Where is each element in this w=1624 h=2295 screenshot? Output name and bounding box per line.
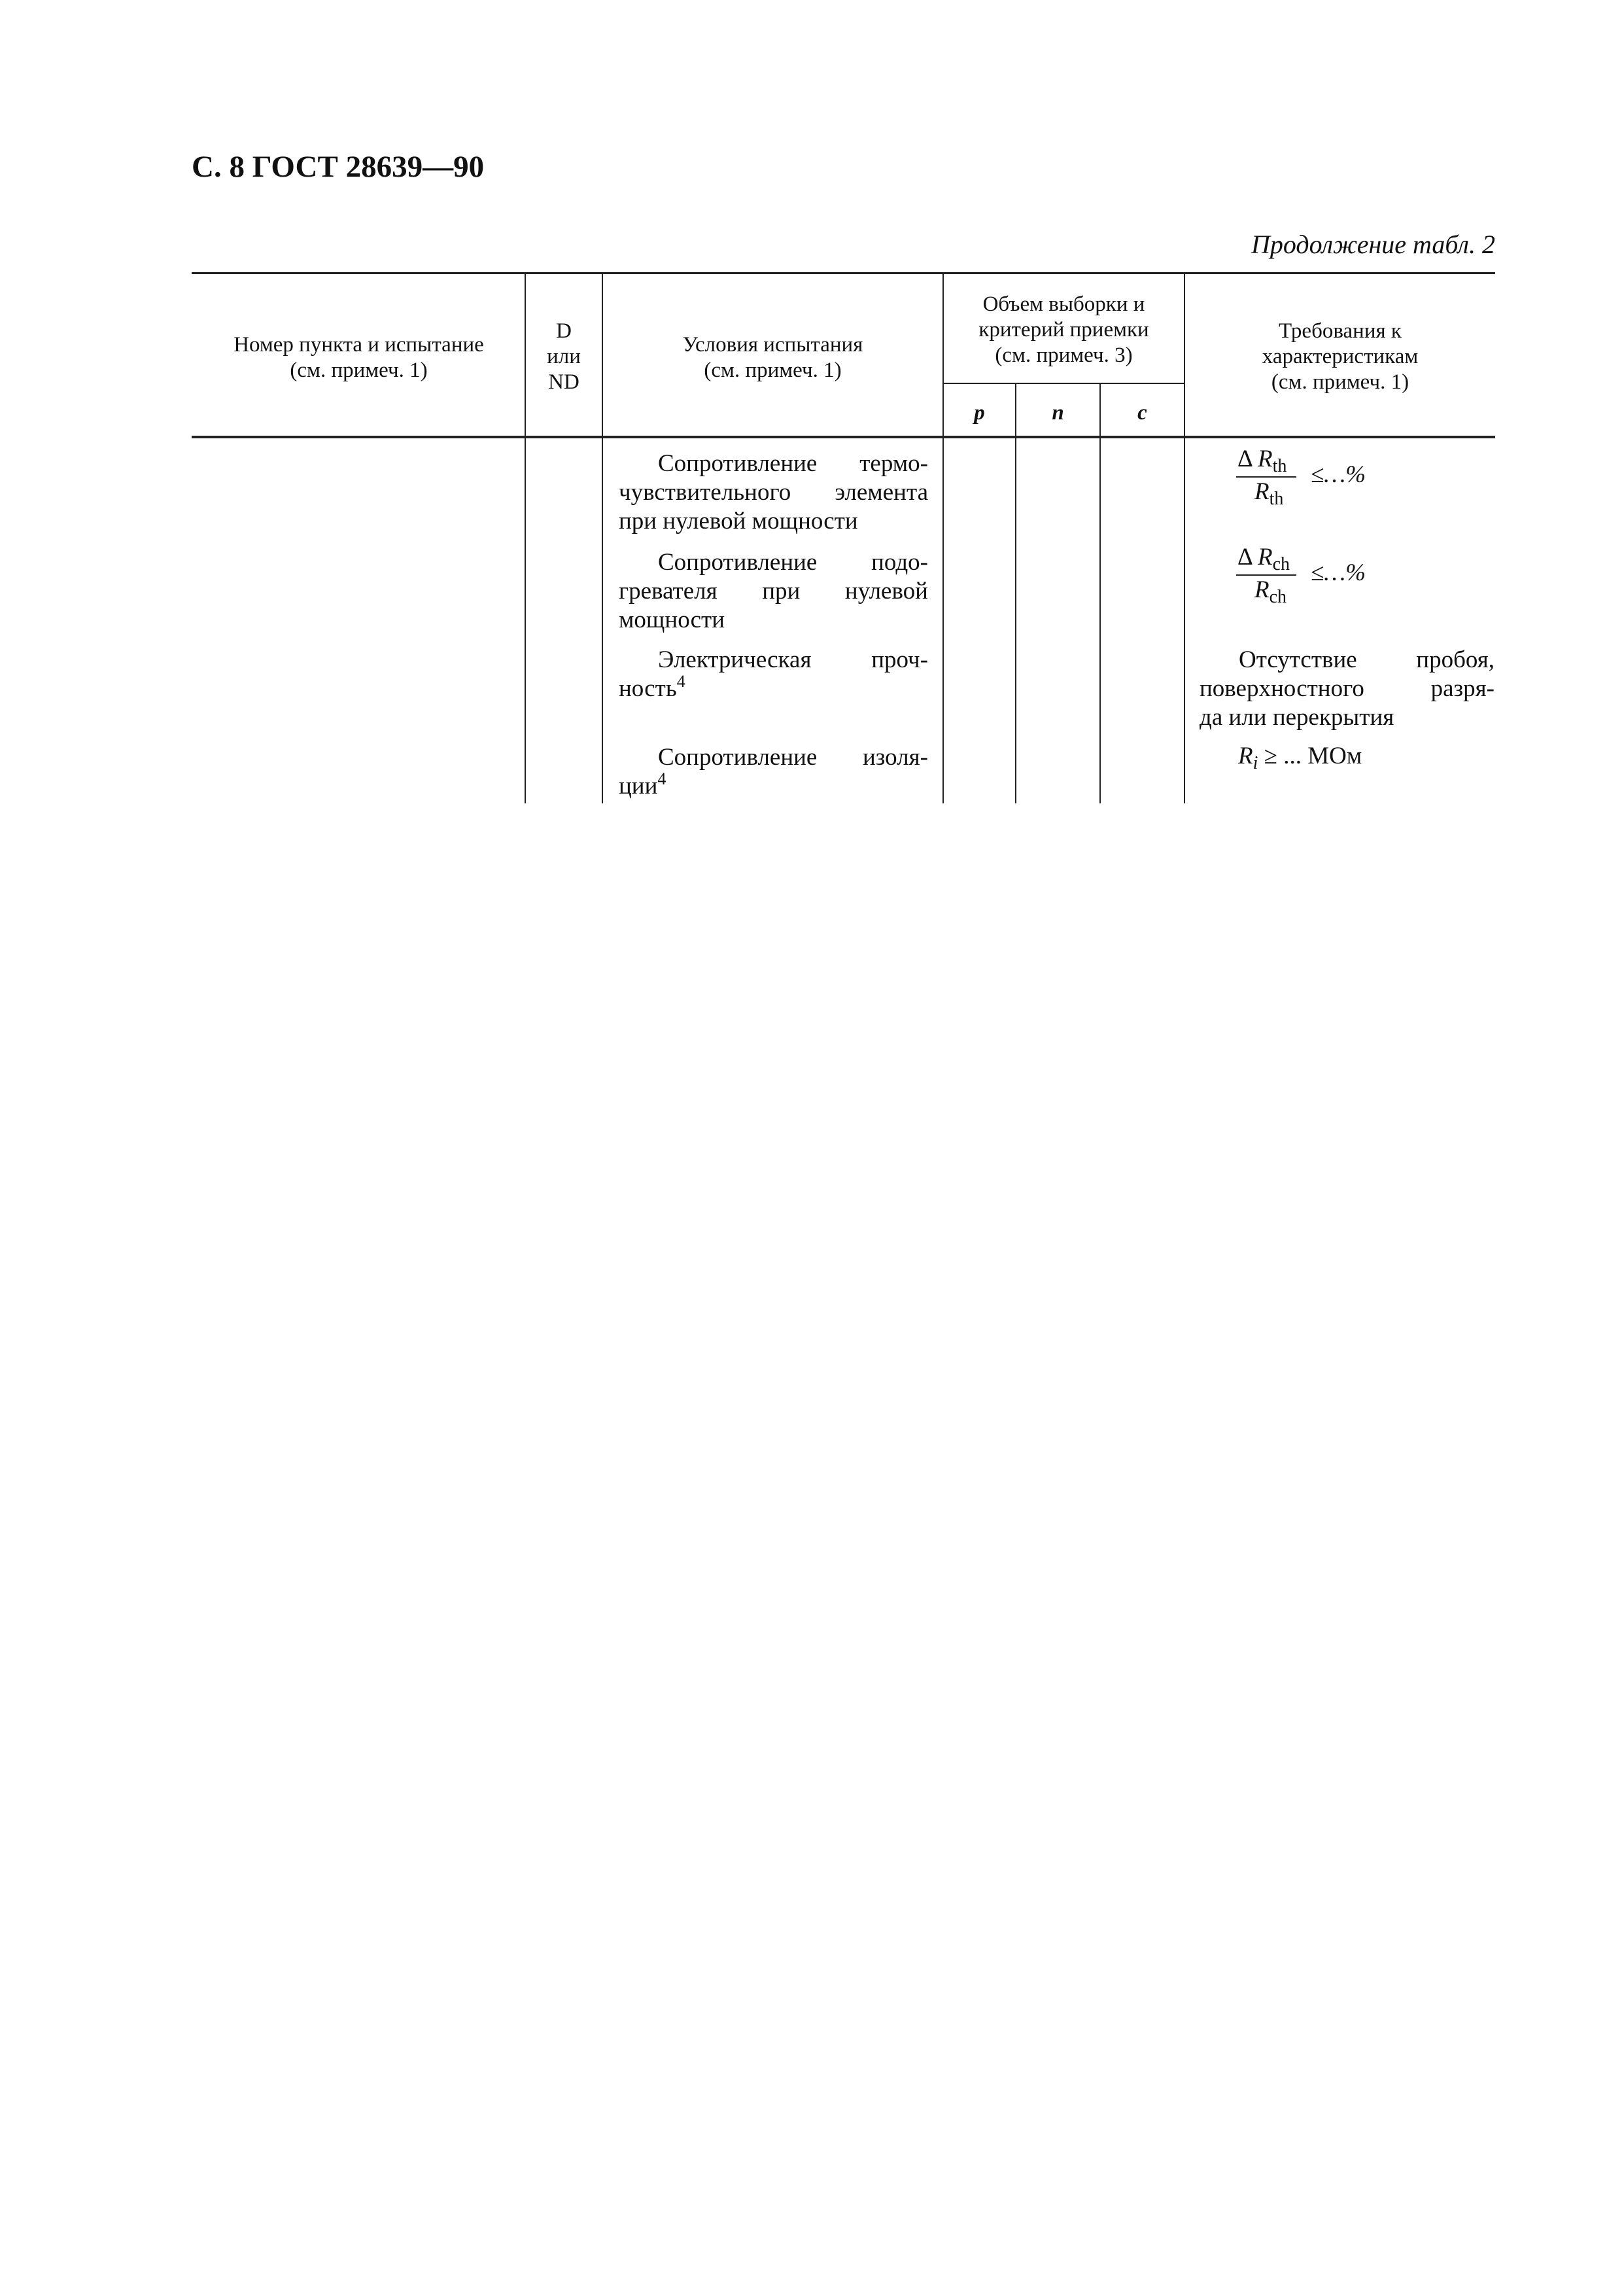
header-test-item [194,332,524,383]
header-p: p [974,401,985,425]
header-sample-line2: критерий приемки [978,318,1149,342]
condition-4-line1: Сопротивление изоля- [658,744,928,771]
header-d-line1: D [556,319,572,343]
table-row-condition-1 [619,449,928,536]
condition-2-line3: мощности [619,606,725,633]
condition-1-line3: при нулевой мощности [619,508,858,534]
header-sample-line1: Объем выборки и [982,292,1145,316]
column-divider-n-c [1099,383,1101,803]
header-test-item-line2: (см. примеч. 1) [290,359,428,382]
requirement-4-formula [1238,742,1454,781]
header-c: c [1137,401,1147,425]
header-d-line2: или [547,345,581,368]
header-requirements [1185,319,1495,395]
formula-1-inequality: ≤…% [1311,461,1366,488]
formula-1-numerator: Δ $R_{th}$ [1237,446,1287,476]
table-row-condition-4 [619,743,928,801]
formula-2-numerator: Δ $R_{ch}$ [1237,544,1290,574]
condition-3-line2: ность$^4$ [619,672,685,702]
condition-3-line1: Электрическая проч- [658,646,928,673]
header-req-line3: (см. примеч. 1) [1271,370,1409,394]
table-top-rule [192,272,1495,274]
requirement-3-line1: Отсутствие пробоя, [1239,646,1494,673]
requirement-3-line2: поверхностного разря- [1200,675,1494,702]
condition-1-line1: Сопротивление термо- [658,450,928,477]
table-row-requirement-3 [1200,646,1494,732]
header-d-or-nd [526,319,602,395]
condition-4-line2: ции$^4$ [619,769,666,799]
header-req-line1: Требования к [1279,319,1402,343]
page-title: С. 8 ГОСТ 28639—90 [192,150,485,184]
requirement-2-formula [1236,543,1400,615]
formula-2-inequality: ≤…% [1311,559,1366,586]
formula-4-expression: $R_i$ ≥ ... МОм [1238,743,1362,773]
header-conditions-line1: Условия испытания [682,333,863,357]
header-test-conditions [603,332,942,383]
formula-2-denominator: $R_{ch}$ [1254,576,1287,607]
column-divider-p-n [1015,383,1016,803]
header-d-line3: ND [548,370,579,394]
sample-subheader-rule [942,383,1184,384]
table-continuation-label: Продолжение табл. 2 [1251,230,1495,259]
requirement-3-line3: да или перекрытия [1200,704,1394,731]
header-bottom-rule [192,436,1495,438]
formula-1-denominator: $R_{th}$ [1254,478,1284,509]
condition-1-line2: чувствительного элемента [619,479,928,506]
header-conditions-line2: (см. примеч. 1) [704,359,842,382]
header-test-item-line1: Номер пункта и испытание [233,333,484,357]
table-row-condition-2 [619,548,928,635]
header-sample-line3: (см. примеч. 3) [995,343,1133,367]
footnote-ref-4: 4 [676,672,685,691]
table-row-condition-3 [619,646,928,703]
header-sample-size [944,292,1184,368]
condition-2-line1: Сопротивление подо- [658,549,928,576]
footnote-ref-4: 4 [657,769,666,788]
header-n: n [1052,401,1064,425]
requirement-1-formula [1236,445,1400,517]
header-req-line2: характеристикам [1262,345,1419,368]
condition-2-line2: гревателя при нулевой [619,578,928,604]
